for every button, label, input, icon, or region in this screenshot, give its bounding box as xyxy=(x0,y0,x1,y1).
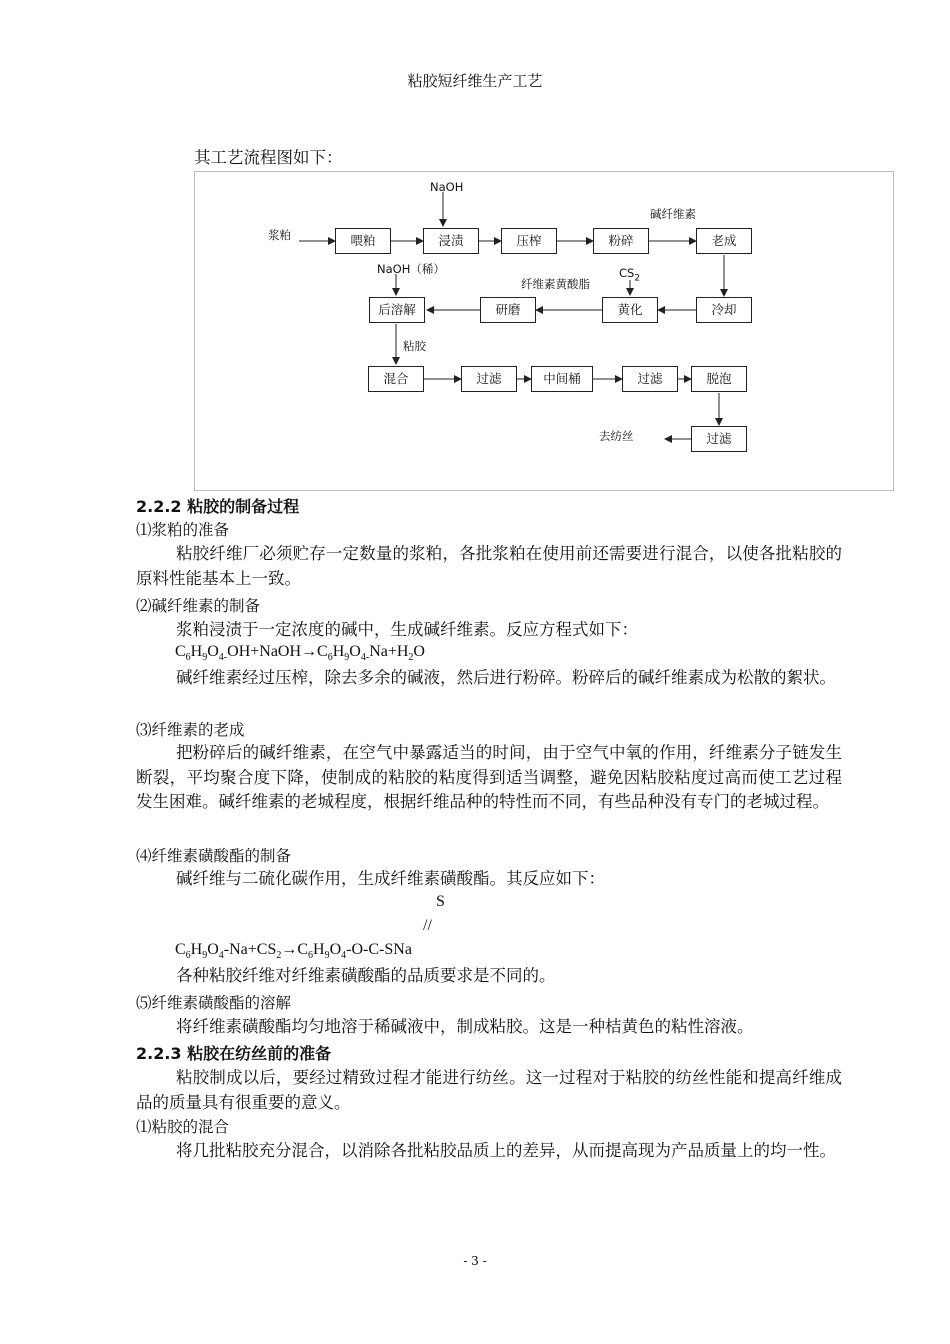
node-xanthation: 黄化 xyxy=(602,297,658,323)
node-grinding: 研磨 xyxy=(480,297,536,323)
eq1-sub: 6 xyxy=(185,652,191,664)
paragraph-refining: 粘胶制成以后，要经过精致过程才能进行纺丝。这一过程对于粘胶的纺丝性能和提高纤维成品的质量具有很重要的意义。 xyxy=(136,1068,842,1112)
section-heading-2-2-3: 2.2.3 粘胶在纺丝前的准备 xyxy=(136,1044,332,1063)
flowchart-intro: 其工艺流程图如下： xyxy=(194,148,343,167)
node-pressing: 压榨 xyxy=(501,228,557,254)
eq2-part: C xyxy=(175,941,186,958)
eq2-part: C xyxy=(297,941,309,958)
reaction-equation-1 xyxy=(175,643,425,663)
label-cellulose-xanthate: 纤维素黄酸脂 xyxy=(521,277,590,291)
label-to-spinning: 去纺丝 xyxy=(599,429,634,443)
eq2-arrow: → xyxy=(281,941,298,958)
paragraph-xanthate-preparation: 碱纤维与二硫化碳作用，生成纤维素磺酸酯。其反应如下： xyxy=(176,869,605,888)
eq2-sub: 4 xyxy=(218,950,224,962)
eq1-arrow: → xyxy=(301,643,318,660)
label-cs2-subscript: 2 xyxy=(634,273,641,284)
subheading-cellulose-aging: ⑶纤维素的老成 xyxy=(136,721,245,739)
paragraph-xanthate-quality: 各种粘胶纤维对纤维素磺酸酯的品质要求是不同的。 xyxy=(176,966,556,985)
paragraph-cellulose-aging: 把粉碎后的碱纤维素，在空气中暴露适当的时间，由于空气中氧的作用，纤维素分子链发生断裂，平均聚合度下降，使制成的粘胶的粘度得到适当调整，避免因粘胶粘度过高而使工艺过程发生困难。碱纤维素的老城程度，根据纤维品种的特性而不同，有些品种没有专门的老城过程。 xyxy=(136,743,842,811)
node-mixing: 混合 xyxy=(368,366,424,392)
eq1-sub: 9 xyxy=(344,652,350,664)
reaction-equation-2 xyxy=(175,941,412,961)
eq2-sub: 9 xyxy=(202,950,208,962)
label-cs2 xyxy=(619,266,640,283)
label-viscose: 粘胶 xyxy=(403,339,426,353)
subheading-viscose-mixing: ⑴粘胶的混合 xyxy=(136,1118,230,1136)
eq2-sub: 2 xyxy=(276,950,282,962)
subheading-xanthate-dissolving: ⑸纤维素磺酸酯的溶解 xyxy=(136,994,292,1012)
eq2-part: O xyxy=(207,941,219,958)
node-filter-3: 过滤 xyxy=(691,426,747,452)
label-alkali-cellulose: 碱纤维素 xyxy=(650,207,696,221)
paragraph-alkali-cellulose: 浆粕浸渍于一定浓度的碱中，生成碱纤维素。反应方程式如下： xyxy=(176,620,638,639)
eq1-part: O xyxy=(413,643,425,660)
eq1-part: C xyxy=(317,643,328,660)
section-heading-2-2-2: 2.2.2 粘胶的制备过程 xyxy=(136,497,300,516)
eq1-part: Na+H xyxy=(369,643,409,660)
node-shredding: 粉碎 xyxy=(593,228,649,254)
subheading-xanthate-preparation: ⑷纤维素磺酸酯的制备 xyxy=(136,847,292,865)
node-aging: 老成 xyxy=(696,228,752,254)
subheading-pulp-preparation: ⑴浆粕的准备 xyxy=(136,521,230,539)
eq1-part: H xyxy=(190,643,203,660)
paragraph-viscose-mixing: 将几批粘胶充分混合，以消除各批粘胶品质上的差异，从而提高现为产品质量上的均一性。 xyxy=(176,1141,836,1160)
node-post-dissolving: 后溶解 xyxy=(369,297,425,323)
node-feed-pulp: 喂粕 xyxy=(335,228,391,254)
eq1-part: O xyxy=(349,643,361,660)
flowchart-arrows xyxy=(195,172,895,492)
eq2-sub: 6 xyxy=(308,950,314,962)
eq2-double-bond: // xyxy=(423,917,432,934)
eq2-sulfur: S xyxy=(436,893,445,910)
node-deaeration: 脱泡 xyxy=(691,366,747,392)
process-flowchart xyxy=(194,171,894,491)
eq1-sub: 9 xyxy=(202,652,208,664)
label-cs2-text: CS xyxy=(619,266,635,280)
eq1-part: O xyxy=(207,643,219,660)
subheading-alkali-cellulose: ⑵碱纤维素的制备 xyxy=(136,597,261,615)
eq2-part: -Na+CS xyxy=(223,941,277,958)
node-filter-2: 过滤 xyxy=(622,366,678,392)
eq2-part: O xyxy=(329,941,342,958)
page-header-title: 粘胶短纤维生产工艺 xyxy=(407,72,543,90)
eq1-sub: 2 xyxy=(408,652,414,664)
node-cooling: 冷却 xyxy=(696,297,752,323)
eq2-part: H xyxy=(313,941,325,958)
label-pulp: 浆粕 xyxy=(268,228,291,242)
label-naoh-dilute: NaOH（稀） xyxy=(377,262,445,276)
eq2-part: -O-C-SNa xyxy=(346,941,412,958)
eq1-part: OH+NaOH xyxy=(227,643,302,660)
eq1-part: H xyxy=(332,643,345,660)
paragraph-xanthate-dissolving: 将纤维素磺酸酯均匀地溶于稀碱液中，制成粘胶。这是一种桔黄色的粘性溶液。 xyxy=(176,1017,754,1036)
eq1-sub: 4- xyxy=(360,652,370,664)
eq1-part: C xyxy=(175,643,186,660)
eq2-part: H xyxy=(190,941,203,958)
label-naoh: NaOH xyxy=(430,180,464,194)
eq2-sub: 6 xyxy=(185,950,191,962)
eq2-sub: 4 xyxy=(341,950,347,962)
paragraph-pulp-preparation: 粘胶纤维厂必须贮存一定数量的浆粕，各批浆粕在使用前还需要进行混合，以使各批粘胶的原料性能基本上一致。 xyxy=(136,544,842,588)
page-number: - 3 - xyxy=(463,1254,487,1268)
eq2-sub: 9 xyxy=(324,950,330,962)
node-intermediate-tank: 中间桶 xyxy=(531,366,593,392)
eq1-sub: 6 xyxy=(327,652,333,664)
paragraph-pressing-shredding: 碱纤维素经过压榨，除去多余的碱液，然后进行粉碎。粉碎后的碱纤维素成为松散的絮状。 xyxy=(176,668,836,687)
node-steeping: 浸渍 xyxy=(423,228,479,254)
node-filter-1: 过滤 xyxy=(461,366,517,392)
eq1-sub: 4- xyxy=(218,652,228,664)
